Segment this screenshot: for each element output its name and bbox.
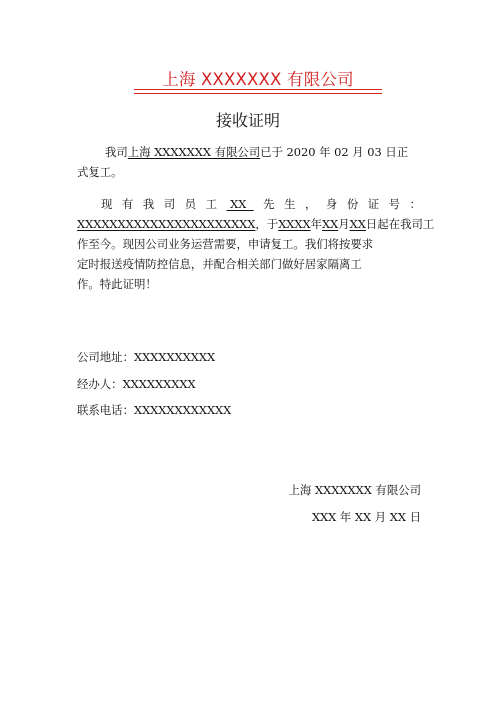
paragraph2-char: 工: [205, 197, 218, 211]
paragraph2-line5: 作。特此证明！: [77, 277, 157, 291]
paragraph2-line3: 作至今。现因公司业务运营需要，申请复工。我们将按要求: [77, 237, 374, 251]
signature-company: 上海 XXXXXXX 有限公司: [288, 483, 421, 497]
paragraph2-tail: 日起在我司工: [365, 217, 435, 231]
handler-value: XXXXXXXXX: [122, 377, 196, 391]
paragraph2-char: 员: [184, 197, 197, 211]
paragraph2-char: ：: [409, 197, 421, 211]
paragraph2-line1: [101, 195, 421, 213]
paragraph2-char: 证: [367, 197, 380, 211]
paragraph1-prefix: 我司: [105, 145, 128, 159]
handler-line: [77, 375, 421, 393]
id-number: XXXXXXXXXXXXXXXXXXXXXX: [77, 217, 256, 231]
paragraph2-char: 身: [325, 197, 338, 211]
paragraph2-char: 司: [163, 197, 176, 211]
paragraph2-char: 生: [284, 197, 296, 211]
start-year: XXXX: [278, 217, 311, 231]
phone-label: 联系电话：: [77, 403, 134, 417]
paragraph2-char: 现: [101, 197, 113, 211]
year-suffix: 年: [310, 217, 323, 231]
paragraph2-char: ，: [304, 197, 317, 211]
paragraph2-text-a: ，于: [255, 217, 279, 231]
address-value: XXXXXXXXXX: [133, 350, 216, 364]
start-day: XX: [349, 217, 366, 231]
paragraph1-company: 上海 XXXXXXX 有限公司: [127, 145, 261, 159]
letterhead-rule-thick: [134, 89, 382, 90]
paragraph2-line2: [77, 215, 435, 233]
signature-date: XXX 年 XX 月 XX 日: [311, 510, 421, 524]
handler-label: 经办人：: [77, 377, 123, 391]
start-month: XX: [322, 217, 339, 231]
paragraph1-suffix: 已于 2020 年 02 月 03 日正: [260, 145, 409, 159]
document-title: 接收证明: [215, 111, 280, 130]
paragraph2-char: 我: [142, 197, 155, 211]
employee-name: XX: [226, 197, 254, 211]
letterhead-company-name: 上海 XXXXXXX 有限公司: [162, 70, 354, 89]
phone-line: [77, 401, 421, 419]
letterhead-rule-thin: [134, 93, 382, 94]
address-label: 公司地址：: [77, 350, 134, 364]
paragraph2-char: 有: [121, 197, 134, 211]
month-suffix: 月: [338, 217, 350, 231]
paragraph2-char: 号: [388, 197, 401, 211]
paragraph2-char: 份: [346, 197, 359, 211]
paragraph2-char: 先: [263, 197, 275, 211]
paragraph1-line2: 式复工。: [77, 165, 123, 179]
phone-value: XXXXXXXXXXXX: [133, 403, 232, 417]
paragraph2-line4: 定时报送疫情防控信息，并配合相关部门做好居家隔离工: [77, 257, 362, 271]
company-address-line: [77, 348, 421, 366]
paragraph1-line1: [77, 143, 421, 161]
